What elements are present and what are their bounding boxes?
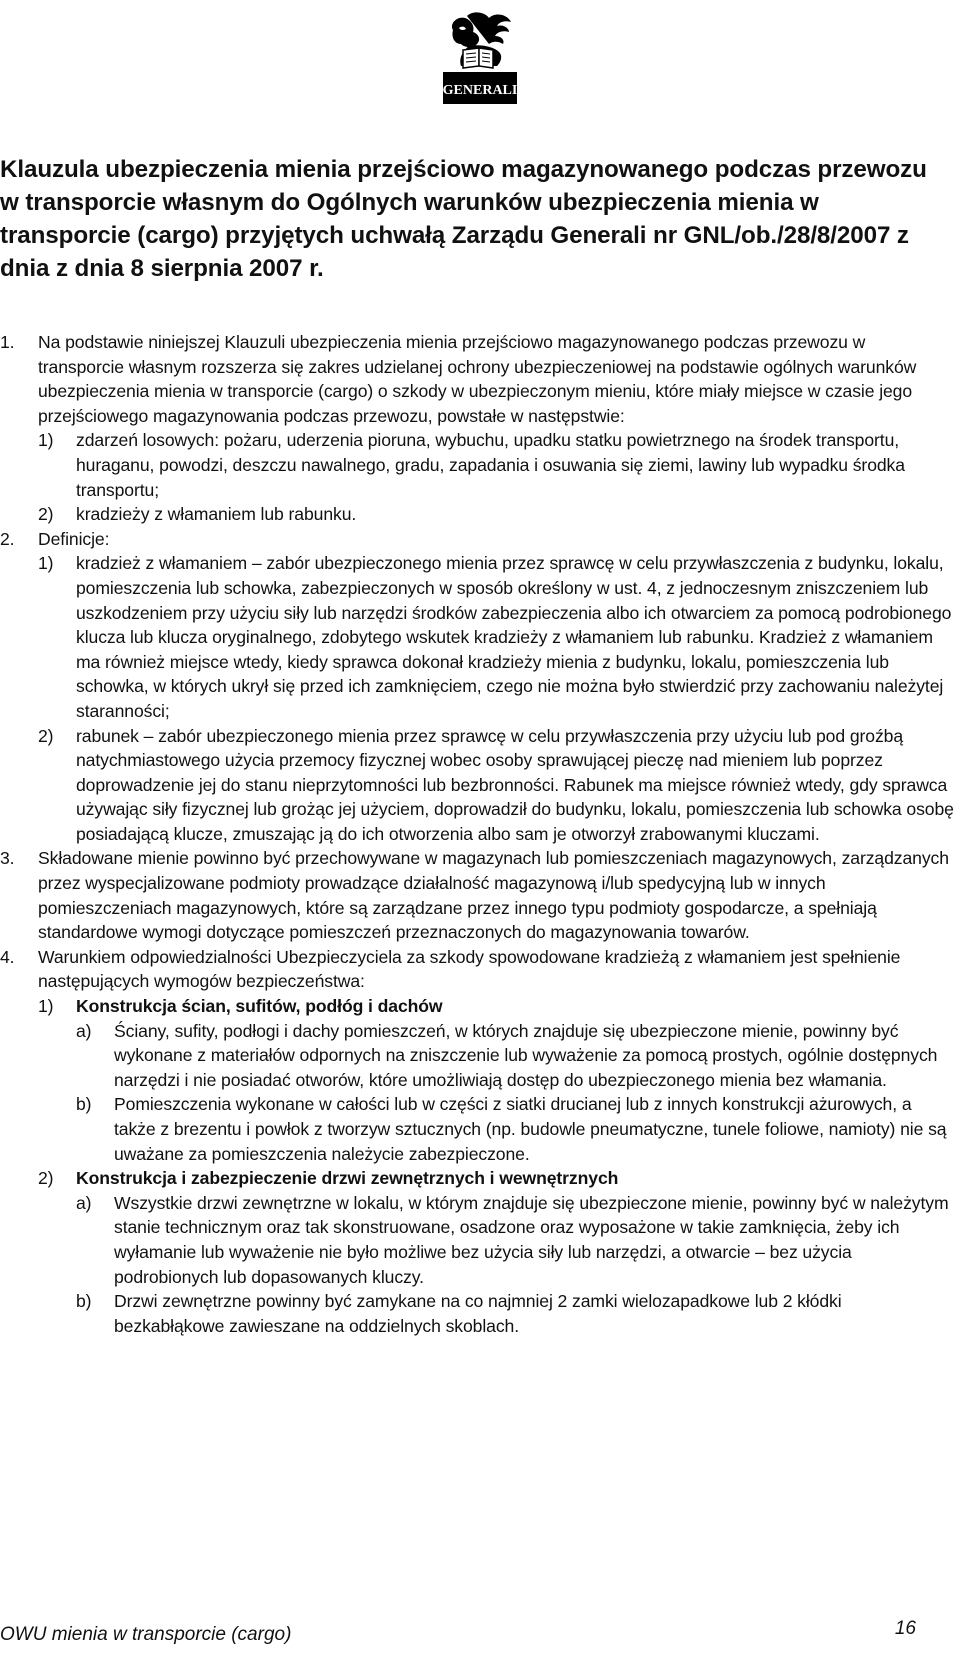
section-text: Warunkiem odpowiedzialności Ubezpieczyciela za szkody spowodowane kradzieżą z włamaniem jest spełnienie następujących wymogów bezpieczeństwa:	[38, 946, 901, 992]
footer-document-name: OWU mienia w transporcie (cargo)	[0, 1624, 292, 1645]
point-letter: a)	[76, 1020, 92, 1041]
item-text: rabunek – zabór ubezpieczonego mienia przez sprawcę w celu przywłaszczenia przy użyciu lub pod groźbą natychmiastowego użycia przemocy fizycznej wobec osoby sprawującej pieczę nad mieniem lub poprzez doprowadzenie jej do stanu nieprzytomności lub bezbronności. Rabunek ma miejsce również wtedy, gdy sprawca używając siły fizycznej lub grożąc jej użyciem, doprowadził do budynku, lokalu, pomieszczenia lub schowka osobę posiadającą klucze, zmuszając ją do ich otworzenia albo sam je otworzył zrabowanymi kluczami.	[76, 725, 954, 844]
section-1-items	[0, 428, 954, 526]
list-item	[38, 502, 954, 527]
page-number: 16	[894, 1618, 916, 1639]
list-item	[38, 994, 954, 1166]
section-number: 4.	[0, 946, 15, 967]
section-number: 3.	[0, 848, 15, 869]
section-2	[0, 527, 954, 552]
section-4-items	[0, 994, 954, 1338]
section-text: Składowane mienie powinno być przechowywane w magazynach lub pomieszczeniach magazynowych, zarządzanych przez wyspecjalizowane podmioty prowadzące działalność magazynową i/lub spedycyjną lub w innych pomieszczeniach magazynowych, które są zarządzane przez innego typu podmioty gospodarcze, a spełniają standardowe wymogi dotyczące pomieszczeń przeznaczonych do magazynowania towarów.	[38, 848, 949, 943]
section-4	[0, 945, 954, 994]
item-heading: Konstrukcja ścian, sufitów, podłóg i dachów	[76, 996, 443, 1017]
document-title: Klauzula ubezpieczenia mienia przejściowo magazynowanego podczas przewozu w transporcie własnym do Ogólnych warunków ubezpieczenia mienia w transporcie (cargo) przyjętych uchwałą Zarządu Generali nr GNL/ob./28/8/2007 z dnia z dnia 8 sierpnia 2007 r.	[0, 156, 927, 282]
point-text: Ściany, sufity, podłogi i dachy pomieszczeń, w których znajduje się ubezpieczone mienie, powinny być wykonane z materiałów odpornych na zniszczenie lub wyważenie za pomocą prostych, ogólnie dostępnych narzędzi i nie posiadać otworów, które umożliwiają dostęp do ubezpieczonego mienia bez włamania.	[114, 1020, 938, 1090]
item-number: 1)	[38, 996, 54, 1017]
list-item	[38, 724, 954, 847]
section-text: Definicje:	[38, 528, 110, 549]
section-text: Na podstawie niniejszej Klauzuli ubezpieczenia mienia przejściowo magazynowanego podczas przewozu w transporcie własnym rozszerza się zakres udzielanej ochrony ubezpieczeniowej na podstawie ogólnych warunków ubezpieczenia mienia w transporcie (cargo) o szkody w ubezpieczonym mieniu, które miały miejsce w czasie jego przejściowego magazynowania podczas przewozu, powstałe w następstwie:	[38, 332, 917, 426]
sub-point	[76, 1289, 954, 1338]
item-number: 2)	[38, 725, 54, 746]
generali-logo	[439, 10, 521, 106]
sub-point	[76, 1191, 954, 1289]
item-number: 1)	[38, 430, 54, 451]
point-text: Drzwi zewnętrzne powinny być zamykane na co najmniej 2 zamki wielozapadkowe lub 2 kłódki bezkabłąkowe zawieszane na oddzielnych skoblach.	[114, 1291, 842, 1336]
item-text: kradzieży z włamaniem lub rabunku.	[76, 504, 357, 525]
point-letter: a)	[76, 1192, 92, 1213]
list-item	[38, 551, 954, 723]
section-1	[0, 330, 954, 428]
section-3	[0, 846, 954, 944]
list-item	[38, 428, 954, 502]
section-number: 1.	[0, 332, 15, 352]
point-text: Pomieszczenia wykonane w całości lub w części z siatki drucianej lub z innych konstrukcji ażurowych, a także z brezentu i powłok z tworzyw sztucznych (np. budowle pneumatyczne, tunele foliowe, namioty) nie są uważane za pomieszczenia należycie zabezpieczone.	[114, 1094, 947, 1164]
winged-lion-icon	[439, 10, 521, 106]
logo-wordmark: GENERALI	[442, 83, 518, 98]
point-letter: b)	[76, 1094, 92, 1115]
item-text: kradzież z włamaniem – zabór ubezpieczonego mienia przez sprawcę w celu przywłaszczenia z budynku, lokalu, pomieszczenia lub schowka, zabezpieczonych w sposób określony w ust. 4, z jednoczesnym zniszczeniem lub uszkodzeniem przy użyciu siły lub narzędzi środków zabezpieczenia albo ich otwarciem za pomocą podrobionego klucza lub klucza oryginalnego, zdobytego wskutek kradzieży z włamaniem lub rabunku. Kradzież z włamaniem ma również miejsce wtedy, kiedy sprawca dokonał kradzieży mienia z budynku, lokalu, pomieszczenia lub schowka, w których ukrył się przed ich zamknięciem, czego nie można było stwierdzić przy zachowaniu należytej staranności;	[76, 553, 952, 721]
sub-point	[76, 1019, 954, 1093]
item-heading: Konstrukcja i zabezpieczenie drzwi zewnętrznych i wewnętrznych	[76, 1168, 619, 1189]
item-text: zdarzeń losowych: pożaru, uderzenia pioruna, wybuchu, upadku statku powietrznego na środek transportu, huraganu, powodzi, deszczu nawalnego, gradu, zapadania i osuwania się ziemi, lawiny lub wypadku środka transportu;	[76, 430, 905, 500]
section-number: 2.	[0, 528, 15, 549]
point-letter: b)	[76, 1291, 92, 1312]
item-number: 1)	[38, 553, 54, 574]
list-item	[38, 1166, 954, 1338]
sub-point	[76, 1092, 954, 1166]
item-number: 2)	[38, 504, 54, 525]
point-text: Wszystkie drzwi zewnętrzne w lokalu, w którym znajduje się ubezpieczone mienie, powinny być w należytym stanie technicznym oraz tak skonstruowane, osadzone oraz wyposażone w takie zamknięcia, żeby ich wyłamanie lub wyważenie nie było możliwe bez użycia siły lub narzędzi, a otwarcie – bez użycia podrobionych lub dopasowanych kluczy.	[114, 1192, 949, 1287]
item-number: 2)	[38, 1168, 54, 1189]
document-body	[0, 330, 954, 1338]
section-2-items	[0, 551, 954, 846]
